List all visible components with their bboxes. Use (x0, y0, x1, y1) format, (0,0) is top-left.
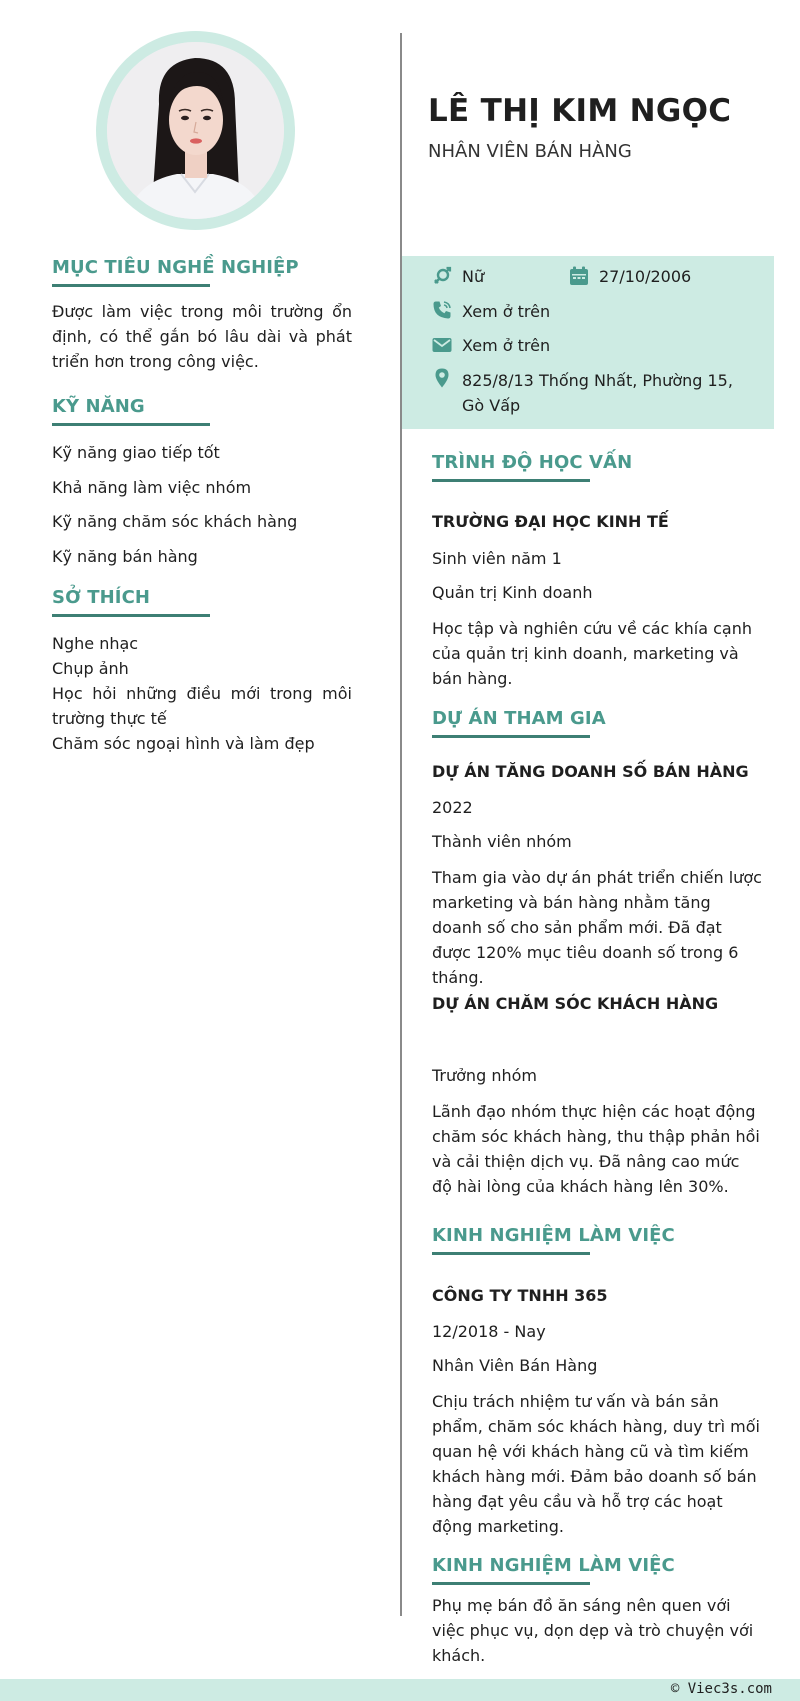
project-description: Lãnh đạo nhóm thực hiện các hoạt động chăm sóc khách hàng, thu thập phản hồi và cải thiện dịch vụ. Đã nâng cao mức độ hài lòng của khách hàng lên 30%. (432, 1102, 760, 1196)
hobbies-section (52, 587, 352, 617)
address-line-1: 825/8/13 Thống Nhất, Phường 15, (462, 371, 733, 390)
experience2-section-header (432, 1555, 675, 1585)
education-title: TRÌNH ĐỘ HỌC VẤN (432, 452, 633, 473)
projects-title-underline (432, 735, 590, 738)
hobby-item: Học hỏi những điều mới trong môi trường thực tế (52, 684, 352, 728)
skills-title-underline (52, 423, 210, 426)
avatar-ring (96, 31, 295, 230)
skills-title: KỸ NĂNG (52, 396, 145, 417)
experience-role: Nhân Viên Bán Hàng (432, 1356, 598, 1375)
experience-description: Chịu trách nhiệm tư vấn và bán sản phẩm, chăm sóc khách hàng, duy trì mối quan hệ với khách hàng cũ và tìm kiếm khách hàng mới. Đảm bảo doanh số bán hàng đạt yêu cầu và hỗ trợ các hoạt động marketing. (432, 1392, 760, 1536)
experience2-description: Phụ mẹ bán đồ ăn sáng nên quen với việc phục vụ, dọn dẹp và trò chuyện với khách. (432, 1596, 754, 1665)
skill-item: Kỹ năng chăm sóc khách hàng (52, 512, 298, 531)
gender-icon (432, 266, 452, 286)
project-time: 2022 (432, 798, 473, 817)
project-name: DỰ ÁN TĂNG DOANH SỐ BÁN HÀNG (432, 762, 749, 781)
projects-title: DỰ ÁN THAM GIA (432, 708, 606, 729)
skill-item: Kỹ năng giao tiếp tốt (52, 443, 220, 462)
skill-item: Khả năng làm việc nhóm (52, 478, 252, 497)
hobbies-title: SỞ THÍCH (52, 587, 151, 608)
hobby-item: Chăm sóc ngoại hình và làm đẹp (52, 734, 315, 753)
calendar-icon (569, 266, 589, 286)
phone-icon (432, 300, 452, 320)
skill-item: Kỹ năng bán hàng (52, 547, 198, 566)
hobbies-title-underline (52, 614, 210, 617)
experience-title: KINH NGHIỆM LÀM VIỆC (432, 1225, 675, 1246)
footer-watermark: © Viec3s.com (670, 1681, 772, 1697)
phone-value: Xem ở trên (462, 302, 551, 321)
experience-time: 12/2018 - Nay (432, 1322, 546, 1341)
contact-panel (402, 256, 774, 429)
project-role: Trưởng nhóm (432, 1066, 537, 1085)
education-school: TRƯỜNG ĐẠI HỌC KINH TẾ (432, 512, 669, 531)
education-major: Quản trị Kinh doanh (432, 583, 593, 602)
project-name: DỰ ÁN CHĂM SÓC KHÁCH HÀNG (432, 994, 719, 1013)
objective-title: MỤC TIÊU NGHỀ NGHIỆP (52, 257, 299, 278)
experience2-title-underline (432, 1582, 590, 1585)
experience2-title: KINH NGHIỆM LÀM VIỆC (432, 1555, 675, 1576)
education-title-underline (432, 479, 590, 482)
candidate-position: NHÂN VIÊN BÁN HÀNG (428, 141, 632, 162)
experience-title-underline (432, 1252, 590, 1255)
project-role: Thành viên nhóm (432, 832, 572, 851)
objective-section (52, 257, 352, 374)
education-description: Học tập và nghiên cứu về các khía cạnh của quản trị kinh doanh, marketing và bán hàng. (432, 619, 753, 688)
education-year: Sinh viên năm 1 (432, 549, 562, 568)
experience-section-header (432, 1225, 675, 1255)
email-value: Xem ở trên (462, 336, 551, 355)
location-icon (432, 368, 452, 388)
gender-value: Nữ (462, 267, 485, 286)
hobby-item: Chụp ảnh (52, 659, 129, 678)
objective-title-underline (52, 284, 210, 287)
projects-section-header (432, 708, 606, 738)
candidate-name: LÊ THỊ KIM NGỌC (428, 93, 732, 129)
mail-icon (432, 335, 452, 355)
birthday-value: 27/10/2006 (599, 267, 692, 286)
project-description: Tham gia vào dự án phát triển chiến lược marketing và bán hàng nhằm tăng doanh số cho sản phẩm mới. Đã đạt được 120% mục tiêu doanh số trong 6 tháng. (432, 868, 762, 987)
education-section-header (432, 452, 632, 482)
hobby-item: Nghe nhạc (52, 634, 139, 653)
footer-bar (0, 1679, 800, 1701)
experience-company: CÔNG TY TNHH 365 (432, 1286, 608, 1305)
address-line-2: Gò Vấp (462, 396, 521, 415)
objective-text: Được làm việc trong môi trường ổn định, có thể gắn bó lâu dài và phát triển hơn trong công việc. (52, 302, 352, 371)
skills-section (52, 396, 352, 426)
avatar (107, 42, 284, 219)
